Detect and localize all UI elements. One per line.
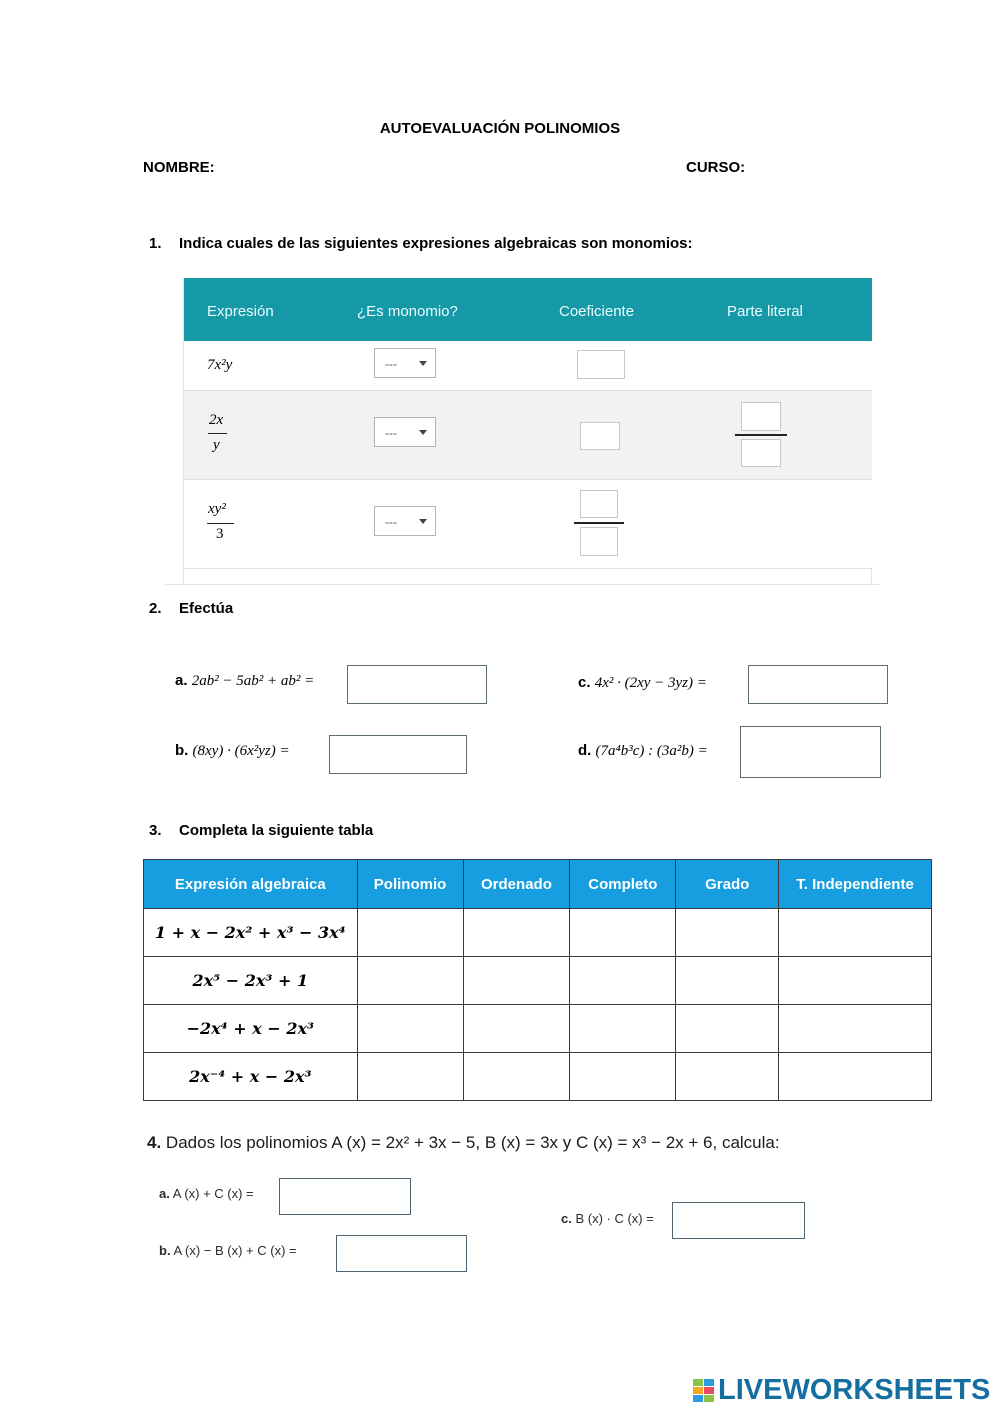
q1-row-2-coeficiente-input[interactable] [580,422,620,450]
q2-item-d-answer-input[interactable] [740,726,881,778]
q1-row-1-coeficiente-input[interactable] [577,350,625,379]
q2-item-a-letter: a. [175,672,188,689]
q1-row-1-select-value: --- [385,357,397,371]
q3-col-completo: Completo [570,860,676,909]
q3-cell-input[interactable] [570,1005,676,1053]
q4-item-b-letter: b. [159,1243,171,1258]
q2-item-c-expr: 4x² · (2xy − 3yz) = [594,675,707,691]
q1-col-es-monomio: ¿Es monomio? [357,303,458,320]
q3-cell-input[interactable] [570,1053,676,1101]
q1-row-3-denominator: 3 [216,526,224,542]
q1-row-1 [184,341,872,391]
q1-row-3 [184,480,872,569]
q2-item-d [578,742,708,760]
q1-number: 1. [149,235,162,252]
q1-row-2-numerator: 2x [209,412,224,428]
q3-cell-input[interactable] [676,1005,779,1053]
q1-row-2-select-value: --- [385,426,397,440]
q3-cell-input[interactable] [676,909,779,957]
q1-col-expresion: Expresión [207,303,274,320]
caret-down-icon [419,430,427,435]
q4-item-c [561,1211,654,1226]
q3-cell-input[interactable] [463,1053,570,1101]
q3-table [143,859,932,1101]
q1-table-header [184,278,872,341]
q3-cell-input[interactable] [463,1005,570,1053]
q4-item-c-answer-input[interactable] [672,1202,805,1239]
q1-col-coeficiente: Coeficiente [559,303,635,320]
q2-item-b-letter: b. [175,742,189,759]
q4-item-a-letter: a. [159,1186,170,1201]
q1-row-1-expression: 7x²y [207,357,233,373]
q3-cell-input[interactable] [463,957,570,1005]
q2-item-c-answer-input[interactable] [748,665,888,704]
q2-item-c [578,674,707,692]
caret-down-icon [419,361,427,366]
q3-cell-input[interactable] [779,1005,932,1053]
q1-row-2-literal-fraction-bar [735,434,787,436]
q4-number: 4. [147,1133,162,1152]
q3-row-2-expression: 2x⁵ − 2x³ + 1 [144,957,358,1005]
q3-row-4-expression: 2x⁻⁴ + x − 2x³ [144,1053,358,1101]
q1-table [183,278,872,584]
q3-cell-input[interactable] [570,909,676,957]
q4-item-b [159,1243,297,1258]
table-row [144,1005,932,1053]
q2-item-d-expr: (7a⁴b³c) : (3a²b) = [595,743,708,759]
q2-item-b-expr: (8xy) · (6x²yz) = [192,743,290,759]
q3-cell-input[interactable] [779,1053,932,1101]
q3-cell-input[interactable] [676,957,779,1005]
q3-cell-input[interactable] [676,1053,779,1101]
curso-label: CURSO: [686,159,746,176]
q3-cell-input[interactable] [357,1053,463,1101]
q1-row-3-coeficiente-fraction-bar [574,522,624,524]
q4-text: Dados los polinomios A (x) = 2x² + 3x − 5, B (x) = 3x y C (x) = x³ − 2x + 6, calcula: [165,1133,780,1152]
q2-item-b-answer-input[interactable] [329,735,467,774]
q2-item-d-letter: d. [578,742,592,759]
q2-item-c-letter: c. [578,674,591,691]
q1-row-3-numerator: xy² [208,501,226,517]
q1-row-2-denominator: y [213,437,220,453]
q3-cell-input[interactable] [357,957,463,1005]
q4-item-c-letter: c. [561,1211,572,1226]
q3-col-expresion: Expresión algebraica [144,860,358,909]
liveworksheets-logo-text: LIVEWORKSHEETS [718,1374,991,1406]
q3-row-3-expression: −2x⁴ + x − 2x³ [144,1005,358,1053]
q3-col-ordenado: Ordenado [463,860,570,909]
q3-text: Completa la siguiente tabla [179,822,374,839]
table-row [144,909,932,957]
q3-cell-input[interactable] [357,909,463,957]
q4-item-a-expr: A (x) + C (x) = [172,1186,254,1201]
q1-row-3-select[interactable] [374,506,436,536]
q3-cell-input[interactable] [357,1005,463,1053]
q1-row-3-select-value: --- [385,515,397,529]
liveworksheets-logo-icon [693,1379,715,1403]
q1-row-3-coeficiente-numerator-input[interactable] [580,490,618,518]
table-row [144,957,932,1005]
q3-cell-input[interactable] [779,957,932,1005]
q2-number: 2. [149,600,162,617]
table-row [144,1053,932,1101]
q4-statement [147,1133,780,1153]
q3-row-1-expression: 1 + x − 2x² + x³ − 3x⁴ [144,909,358,957]
q3-number: 3. [149,822,162,839]
caret-down-icon [419,519,427,524]
q3-col-polinomio: Polinomio [357,860,463,909]
q2-item-a-answer-input[interactable] [347,665,487,704]
q1-text: Indica cuales de las siguientes expresiones algebraicas son monomios: [179,235,693,252]
q1-row-2-literal-denominator-input[interactable] [741,439,781,467]
q4-item-a-answer-input[interactable] [279,1178,411,1215]
q1-row-1-select[interactable] [374,348,436,378]
nombre-label: NOMBRE: [143,159,215,176]
q2-item-a [175,672,314,690]
q2-text: Efectúa [179,600,234,617]
q1-row-3-fraction-bar [207,523,234,524]
q3-table-header [144,860,932,909]
q1-row-2-select[interactable] [374,417,436,447]
q3-cell-input[interactable] [463,909,570,957]
q4-item-c-expr: B (x) · C (x) = [575,1211,654,1226]
q3-col-grado: Grado [676,860,779,909]
q1-row-2 [184,391,872,480]
q3-cell-input[interactable] [779,909,932,957]
q1-row-3-coeficiente-denominator-input[interactable] [580,527,618,556]
q4-item-a [159,1186,254,1201]
q4-item-b-expr: A (x) − B (x) + C (x) = [173,1243,297,1258]
page-title: AUTOEVALUACIÓN POLINOMIOS [379,120,621,137]
q1-row-2-literal-numerator-input[interactable] [741,402,781,431]
q2-item-a-expr: 2ab² − 5ab² + ab² = [191,673,315,689]
q3-col-t-independiente: T. Independiente [779,860,932,909]
q2-item-b [175,742,290,760]
q4-item-b-answer-input[interactable] [336,1235,467,1272]
q1-row-2-fraction-bar [208,433,227,434]
q3-cell-input[interactable] [570,957,676,1005]
q1-col-parte-literal: Parte literal [727,303,803,320]
q1-table-bottom-line [165,584,879,585]
